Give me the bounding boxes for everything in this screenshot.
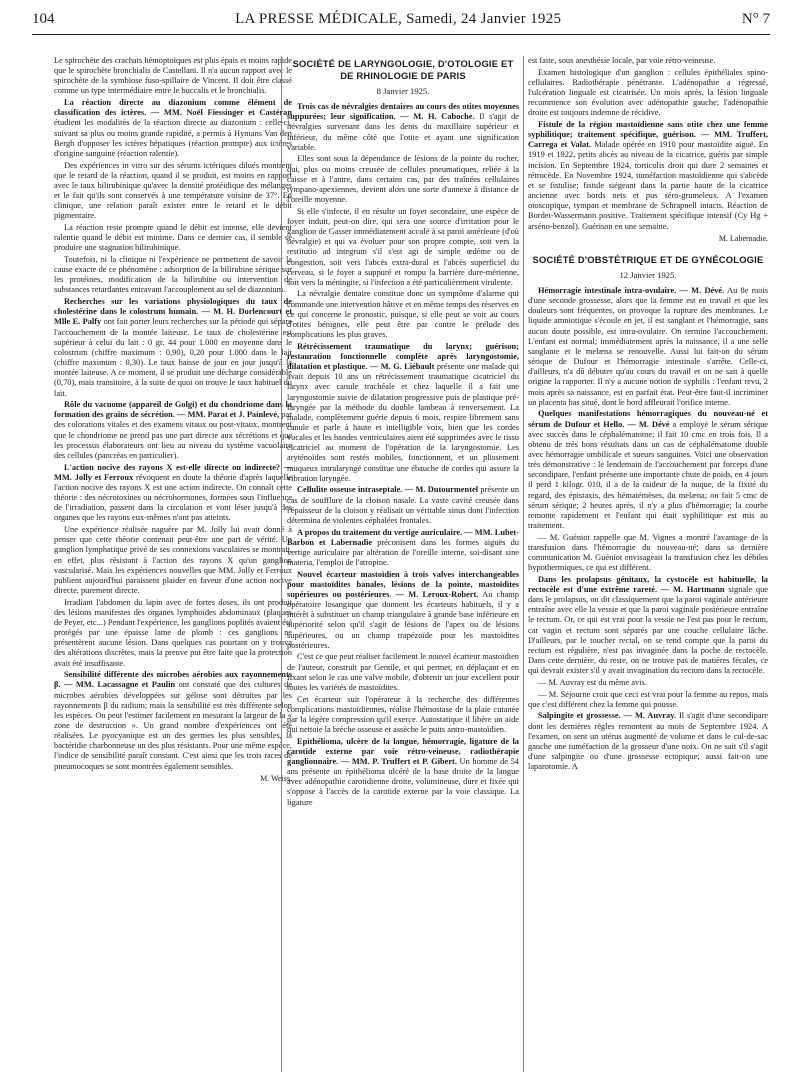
- paragraph: La réaction reste prompte quand le débit est intense, elle devient ralentie quand le débit est minime. Dans ce dernier cas, il semble se produire une stagnation bilirubinique.: [54, 223, 292, 253]
- article-lead: Fistule de la région mastoïdienne sans otite chez une femme syphilitique; traitement spécifique, guérison. — MM. Truffert, Carrega et Valat.: [528, 119, 768, 150]
- paragraph: La névralgie dentaire constitue donc un symptôme d'alarme qui commande une intervention hâtive et en même temps des réserves en ce qui concerne le pronostic, puisque, si elle peut se voir au cours d'otites bénignes, elle peut être par contre le prélude des complications les plus graves.: [287, 289, 519, 340]
- author-signature: M. Labernadie.: [718, 233, 768, 243]
- article: La réaction directe au diazonium comme élément de classification des ictères. — MM. Noël Fiessinger et Castéran étudient les modalités de la réaction directe au diazonium : celle-ci, suivant sa plus ou moins grande rapidité, a permis à Hymans Van den Bergh d'opposer les ictères hépatiques (réaction prompte) aux ictères d'origine sanguine (réaction ralentie).: [54, 98, 292, 158]
- article-lead: Cellulite osseuse intraseptale. — M. Dutourmentel: [297, 485, 479, 495]
- article: Salpingite et grossesse. — M. Auvray. Il s'agit d'une secondipare dont les dernières règles remontent au mois de Septembre 1924. A l'examen, on sent un utérus augmenté de volume et dans le cul-de-sac gauche une tuméfaction de la grosseur d'une noix. On ne sait s'il s'agit d'une salpingite ou d'une grossesse ectopique; aussi fait-on une laparotomie. A: [528, 711, 768, 772]
- article-lead: Rétrécissement traumatique du larynx; guérison; restauration fonctionnelle complète après laryngostomie, dilatation et plastique. — M. G. Liébault: [287, 341, 519, 372]
- article-lead: Quelques manifestations hémorragiques du nouveau-né et sérum de Dufour et Hello. — M. Dévé: [528, 409, 768, 429]
- paragraph: — M. Séjourne croit que ceci est vrai pour la femme au repos, mais que c'est différent chez la femme qui pousse.: [528, 689, 768, 709]
- paragraph: Toutefois, ni la clinique ni l'expérience ne permettent de savoir la cause exacte de ce phénomène : adsorption de la bilirubine sérique sur les protéines, modification de la bilirubine ou intervention de substances retardantes entravant l'accouplement au sel de diazonium.: [54, 254, 292, 295]
- journal-title: LA PRESSE MÉDICALE, Samedi, 24 Janvier 1925: [235, 10, 562, 27]
- paragraph: Le spirochète des crachats hémoptoïques est plus épais et moins rapide que le spirochète bronchialis de Castellani. Il n'a aucun rapport avec le spirochète de la symbiose fuso-spillaire de Vincent. Il doit être classé comme un type intermédiaire entre le buccalis et le bronchialis.: [54, 56, 292, 96]
- article-lead: Recherches sur les variations physiologiques du taux de cholestérine dans le colostrum humain. — M. H. Dorlencourt et Mlle E. Palfy: [54, 297, 292, 327]
- article-lead: Trois cas de névralgies dentaires au cours des otites moyennes suppurées; leur signification. — M. H. Caboche.: [287, 102, 519, 122]
- article-lead: L'action nocive des rayons X est-elle directe ou indirecte? — MM. Jolly et Ferroux: [54, 462, 292, 482]
- article-lead: Sensibilité différente des microbes aérobies aux rayonnements β. — MM. Lacassagne et Paulin: [54, 670, 292, 690]
- article: Rétrécissement traumatique du larynx; guérison; restauration fonctionnelle complète après laryngostomie, dilatation et plastique. — M. G. Liébault présente une malade qui avait depuis 10 ans un rétrécissement traumatique cicatriciel du larynx avec canule trachéale et chez laquelle il a fait une laryngostomie suivie de dilatation progressive puis de plastique pré-laryngée par la méthode du double lambeau à renversement. La malade, complètement guérie depuis 6 mois, respire librement sans canule et parle à haute et intelligible voix, bien que les cordes vocales et les bandes ventriculaires aient été supprimées avec le tissu cicatriciel au moment de l'opération de la laryngostomie. Les aryténoïdes sont restés mobiles, fonctionnent, et un plissement muqueux intralaryngé constitue une ébauche de cordes qui assure la vibration laryngée.: [287, 341, 519, 483]
- article: Trois cas de névralgies dentaires au cours des otites moyennes suppurées; leur signification. — M. H. Caboche. Il s'agit de névralgies survenant dans les dents du maxillaire supérieur et inférieur, du même côté que l'otite et ayant une signification variable.: [287, 102, 519, 152]
- article: Nouvel écarteur mastoïdien à trois valves interchangeables pour mastoïdites banales, lésions de la pointe, mastoïdites supérieures ou postérieures. — M. Leroux-Robert. Au champ opératoire losangique que donnent les écarteurs habituels, il y a intérêt à substituer un champ triangulaire à grande base inférieure en supériorité selon qu'il s'agit de lésions de l'apex ou de lésions supérieures, ou un champ trapézoïde pour les mastoïdites postérieures.: [287, 569, 519, 650]
- column-divider: [281, 56, 282, 1072]
- paragraph: Une expérience réalisée naguère par M. Jolly lui avait donné à penser que cette théorie contenait peut-être une part de vérité. Un ganglion lymphatique privé de ses connexions vasculaires se montrait, en effet, plus résistant à l'action des rayons X qu'un ganglion vascularisé. Mais les expériences nouvelles que MM. Jolly et Ferroux publient aujourd'hui paraissent plaider en faveur d'une action nocive directe, purement directe.: [54, 525, 292, 595]
- column-1: [54, 56, 292, 1076]
- paragraph: Examen histologique d'un ganglion : cellules épithéliales spino-cellulaires. Radiothérapie pénétrante. L'adénopathie a régressé, l'ulcération linguale est cicatrisée. Un mois après, la lésion linguale recommence son évolution avec adénopathie gauche; l'adénopathie droite est toujours indemne de récidive.: [528, 67, 768, 118]
- paragraph: C'est ce que peut réaliser facilement le nouvel écarteur mastoïdien de l'auteur, construit par Gentile, et qui permet, en déplaçant et en fixant selon le cas une valve mobile, d'obtenir un jour excellent pour toutes les variétés de mastoïdites.: [287, 652, 519, 692]
- section-title: SOCIÉTÉ DE LARYNGOLOGIE, D'OTOLOGIE ET DE RHINOLOGIE DE PARIS: [292, 58, 514, 81]
- paragraph: — M. Guéniot rappelle que M. Vignes a montré l'avantage de la transfusion dans l'hémorragie du nouveau-né; dans sa dernière communication M. Guéniot envisageait la transfusion chez les débiles hypothermiques, ce qui est différent.: [528, 532, 768, 573]
- page-number: 104: [32, 10, 55, 27]
- section-title: SOCIÉTÉ D'OBSTÉTRIQUE ET DE GYNÉCOLOGIE: [532, 253, 764, 265]
- paragraph: Irradiant l'abdomen du lapin avec de fortes doses, ils ont produit des lésions manifestes des organes lymphoïdes abdominaux (plaques de Peyer, etc...) Pendant l'expérience, les ganglions poplités avaient été protégés par une épaisse lame de plomb : ces ganglions ne présentèrent aucune lésion. Dans quelques cas pourtant on y trouva des altérations discrètes, mais la preuve put être faite que la protection avait été insuffisante.: [54, 597, 292, 668]
- article-lead: Salpingite et grossesse. — M. Auvray.: [538, 711, 677, 721]
- article: L'action nocive des rayons X est-elle directe ou indirecte? — MM. Jolly et Ferroux révoquent en doute la théorie d'après laquelle l'action nocive des rayons X est une action indirecte. On connaît cette théorie : des nécrotoxines ou nécrohormones, formées sous l'influence de l'irradiation, passent dans la circulation et vont léser jusqu'à des organes que les rayons eux-mêmes n'ont pas atteints.: [54, 462, 292, 523]
- column-3: [528, 56, 768, 1076]
- article-lead: Nouvel écarteur mastoïdien à trois valves interchangeables pour mastoïdites banales, lésions de la pointe, mastoïdites supérieures ou postérieures. — M. Leroux-Robert.: [287, 569, 519, 599]
- article: Hémorragie intestinale intra-ovulaire. — M. Dévé. Au 8e mois d'une seconde grossesse, alors que la femme est en travail et que les douleurs sont fréquentes, on provoque la rupture des membranes. Le liquide amniotique s'écoule en jet, il est sanglant et l'hémorragie, sans aucun doute possible, est intra-ovulaire. On termine l'accouchement. L'enfant est normal; immédiatement après la naissance, il a une selle sanglante et le melæna se renouvelle. Aussi lui fait-on du sérum sérique de Dufour et l'hémorragie intestinale s'arrête. Celle-ci, d'ailleurs, n'a dû débuter qu'au cours du travail et on ne sait à quelle origine la rapporter. Il n'y a aucune notion de syphilis : l'enfant revu, 2 mois après sa naissance, est en parfait état. Peut-être faut-il incriminer un placenta bas situé, dont le bord affleurait l'orifice interne.: [528, 285, 768, 407]
- section-date: 8 Janvier 1925.: [376, 86, 430, 96]
- article: A propos du traitement du vertige auriculaire. — MM. Lubet-Barbon et Labernadie préconisent dans les formes aiguës du vertige auriculaire par altération de l'oreille interne, soi-disant sine materia, l'emploi de l'atropine.: [287, 527, 519, 568]
- paragraph: Des expériences in vitro sur des sérums ictériques dilués montrent que le retard de la réaction, quand il se produit, est moins en rapport avec le taux bilirubinique qu'avec la densité protéidique des mélanges et le fait qu'ils sont conservés à une température voisine de 37°. En clinique, une relation paraît exister entre le retard et le débit pigmentaire.: [54, 160, 292, 221]
- article-lead: La réaction directe au diazonium comme élément de classification des ictères. — MM. Noël Fiessinger et Castéran: [54, 98, 292, 118]
- article: Epithélioma, ulcère de la langue, hémorragie, ligature de la carotide externe par voie rétro-veineuse, radiothérapie ganglionnaire. — MM. P. Truffert et P. Gibert. Un homme de 54 ans présente un épithélioma ulcéré de la base droite de la langue avec adénopathie carotidienne droite, volumineuse, dure et fixée qui s'oppose à l'accès de la carotide externe par la voie classique. La ligature: [287, 736, 519, 807]
- article-lead: Rôle du vacuome (appareil de Golgi) et du chondriome dans la formation des grains de sécrétion. — MM. Parat et J. Painlevé,: [54, 400, 292, 420]
- section-date: 12 Janvier 1925.: [619, 269, 677, 280]
- column-2: [287, 56, 519, 1076]
- article-lead: Epithélioma, ulcère de la langue, hémorragie, ligature de la carotide externe par voie rétro-veineuse, radiothérapie ganglionnaire. — MM. P. Truffert et P. Gibert.: [287, 736, 519, 766]
- paragraph: — M. Auvray est du même avis.: [538, 677, 647, 687]
- article: Sensibilité différente des microbes aérobies aux rayonnements β. — MM. Lacassagne et Paulin ont constaté que des cultures de microbes aérobies développées sur gélose sont détruites par les rayonnements β du radium; mais la sensibilité est très différente selon les espèces. On peut l'estimer facilement en mesurant la largeur de la « zone de destruction ». Un grand nombre d'expériences ont été réalisées. Le pyocyanique est un des germes les plus sensibles, la bactéridie charbonneuse un des plus résistants. Pour une même espèce, l'indice de sensibilité paraît constant. C'est ainsi que les trois races de pneumocoques se sont montrées également sensibles.: [54, 670, 292, 771]
- article: Cellulite osseuse intraseptale. — M. Dutourmentel présente un cas de soufflure de la cloison nasale. La vaste cavité creusée dans l'épaisseur de la cloison y réalisait un véritable sinus dont l'infection détermina de violentes céphalées frontales.: [287, 485, 519, 525]
- article: Rôle du vacuome (appareil de Golgi) et du chondriome dans la formation des grains de sécrétion. — MM. Parat et J. Painlevé, par des colorations vitales et des examens vitaux ou post-vitaux, montrent que le chondriome ne prend pas une part directe aux sécrétions et que les processus élaborateurs ont lieu au niveau du système vacuolaire des cellules (pancréas en particulier).: [54, 400, 292, 460]
- paragraph: Elles sont sous la dépendance de lésions de la pointe du rocher, qui, plus ou moins creusée de cellules pneumatiques, reliée à la caisse et à l'antre, dans certains cas, par des traînées cellulaires tympano-apexiennes, devient alors une sorte d'annexe à distance de l'oreille moyenne.: [287, 154, 519, 205]
- article: Fistule de la région mastoïdienne sans otite chez une femme syphilitique; traitement spécifique, guérison. — MM. Truffert, Carrega et Valat. Malade opérée en 1910 pour mastoïdite aiguë. En 1919 et 1922, petits abcès au niveau de la cicatrice, guéris par simple incision. En Septembre 1924, torticolis droit qui dure 2 semaines et rétrocède. En Novembre 1924, tuméfaction mastoïdienne qui s'abcède et se fistulise; fistule siégeant dans la partie haute de la cicatrice ancienne avec bords nets et pus séro-grumeleux. A l'examen otoscopique, tympan et membrane de Schrapnell intacts. Réaction de Bordet-Wassermann positive. Traitement spécifique intensif (Cy Hg + arséno-benzol). Guérison en une semaine.: [528, 119, 768, 231]
- header-rule: [32, 34, 770, 35]
- issue-number: N° 7: [741, 10, 770, 27]
- article-lead: Hémorragie intestinale intra-ovulaire. — M. Dévé.: [538, 285, 725, 295]
- column-divider: [523, 56, 524, 1072]
- paragraph: Si elle s'infecte, il en résulte un foyer secondaire, une espèce de foyer induit, peut-on dire, qui sera une source d'irritation pour le ganglion de Gasser immédiatement accolé à sa paroi antérieure (d'où névralgie) et qui va évoluer pour son propre compte, soit vers la restitutio ad integrum s'il s'est agi de simple œdème ou de congestion, soit vers l'abcès extra-dural et l'abcès superficiel du cerveau, si le foyer a suppuré et rompu la barrière dure-mérienne, soit vers la méningite, si l'infection a été particulièrement virulente.: [287, 206, 519, 287]
- article: Dans les prolapsus génitaux, la cystocèle est habituelle, la rectocèle est d'une extrême rareté. — M. Hartmann signale que dans le prolapsus, on dit classiquement que la paroi vaginale antérieure entraîne avec elle la vessie et que la paroi vaginale postérieure entraîne le rectum. Or, ce qui est vrai pour la vessie ne l'est pas pour le rectum, car vagin et rectum sont séparés par une couche cellulaire lâche. D'ailleurs, par le toucher rectal, on se rend compte que la paroi du rectum est régulière, n'est pas invaginée dans la poche de rectocèle. Dans cette dernière, du reste, on ne trouve pas de matières fécales, ce qui devrait exister s'il y avait invagination du rectum dans la rectocèle.: [528, 574, 768, 676]
- paragraph: Cet écarteur suit l'opérateur à la recherche des différentes complications mastoïdiennes, réalise l'hémostase de la plaie cutanée par la légère compression qu'il exerce. Autostatique il libère un aide qui nettoie la brèche osseuse et assèche le puits antro-mastoïdien.: [287, 694, 519, 735]
- article: Quelques manifestations hémorragiques du nouveau-né et sérum de Dufour et Hello. — M. Dévé a employé le sérum sérique avec succès dans le céphalématome; il fait 10 cmc en trois fois. Il a obtenu de très bons résultats dans un cas de céphalématome double avec hémorragie ombilicale et sueurs sanguines. Voici une observation très démonstrative : le lendemain de l'accouchement par forceps d'une secondipare, l'enfant présente une importante chute de poids, en 4 jours il perd 1 kilogr. 010, il a de la raideur de la nuque, de la fixité du regard, des épistaxis, des hématémèses, du melæna; on fait 5 cmc de sérum sérique; 2 heures après, il n'y a plus d'hémorragie; la courbe remonte rapidement et l'enfant qui était syphilitique est mis au traitement.: [528, 409, 768, 531]
- paragraph: est faite, sous anesthésie locale, par voie rétro-veineuse.: [528, 56, 716, 65]
- author-signature: M. Weiss.: [260, 773, 292, 783]
- page-header: [32, 6, 770, 32]
- article: Recherches sur les variations physiologiques du taux de cholestérine dans le colostrum humain. — M. H. Dorlencourt et Mlle E. Palfy ont fait porter leurs recherches sur la période qui sépare l'accouchement de la montée laiteuse. Le taux de cholestérine est supérieur à celui du lait : 0 gr. 44 pour 1.000 en moyenne dans le colostrum (chiffre maximum : 0,90), 0,20 pour 1.000 dans le lait (chiffre maximum : 0,30). Le taux baisse de jour en jour jusqu'à la montée laiteuse. A ce moment, il se produit une décharge considérable (0,70), mais transitoire, à la suite de quoi on trouve le taux habituel du lait.: [54, 297, 292, 398]
- article-lead: Dans les prolapsus génitaux, la cystocèle est habituelle, la rectocèle est d'une extrême rareté. — M. Hartmann: [528, 574, 768, 594]
- article-lead: A propos du traitement du vertige auriculaire. — MM. Lubet-Barbon et Labernadie: [287, 527, 519, 547]
